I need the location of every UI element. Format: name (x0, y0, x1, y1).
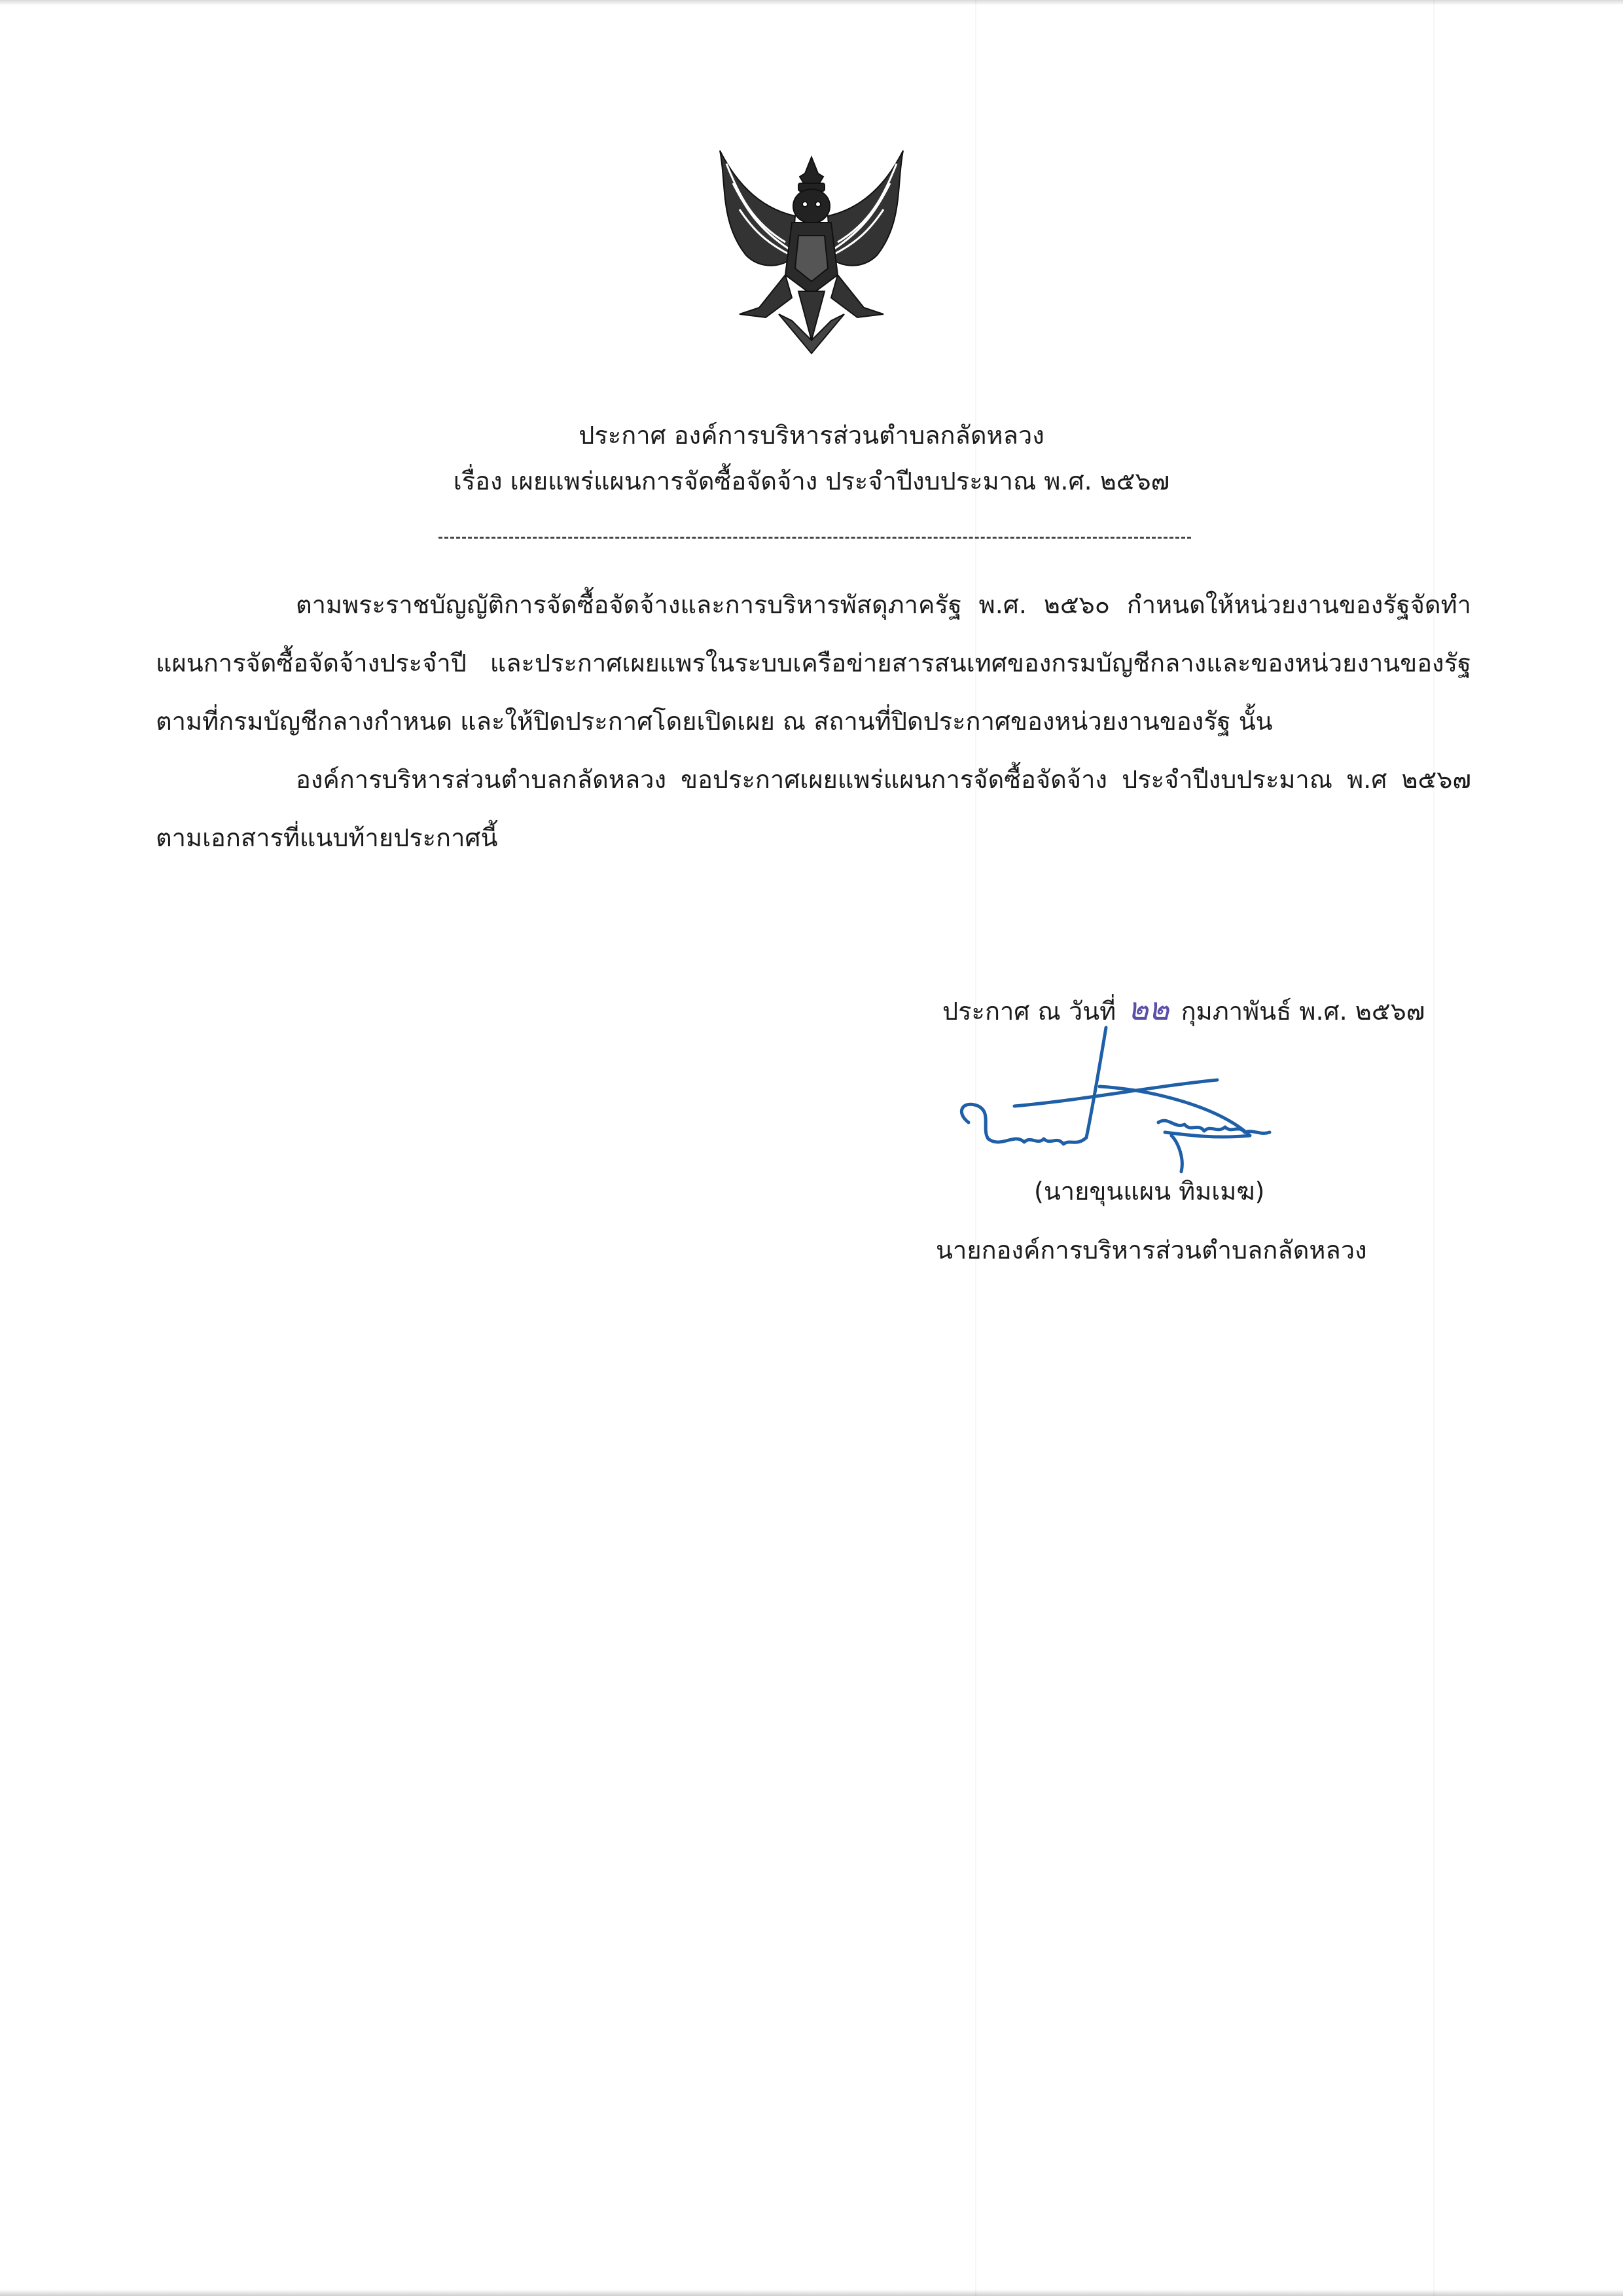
date-day-handwritten: ๒๒ (1128, 991, 1169, 1028)
signatory-name: (นายขุนแผน ทิมเมฆ) (1034, 1177, 1265, 1206)
announcement-header (0, 416, 1623, 501)
announcement-body (156, 576, 1471, 867)
date-prefix: ประกาศ ณ วันที่ (942, 997, 1116, 1026)
signature-mark (942, 1008, 1368, 1178)
scan-edge-bottom (0, 2289, 1623, 2296)
body-paragraph-1: ตามพระราชบัญญัติการจัดซื้อจัดจ้างและการบริหารพัสดุภาครัฐ พ.ศ. ๒๕๖๐ กำหนดให้หน่วยงานของรัฐจัดทำแผนการจัดซื้อจัดจ้างประจำปี และประกาศเผยแพรในระบบเครือข่ายสารสนเทศของกรมบัญชีกลางและของหน่วยงานของรัฐตามที่กรมบัญชีกลางกำหนด และให้ปิดประกาศโดยเปิดเผย ณ สถานที่ปิดประกาศของหน่วยงานของรัฐ นั้น (156, 590, 1471, 736)
date-suffix: กุมภาพันธ์ พ.ศ. ๒๕๖๗ (1181, 997, 1425, 1026)
announcement-subject: เรื่อง เผยแพร่แผนการจัดซื้อจัดจ้าง ประจำปีงบประมาณ พ.ศ. ๒๕๖๗ (453, 467, 1170, 495)
announcement-title: ประกาศ องค์การบริหารส่วนตำบลกลัดหลวง (579, 421, 1044, 450)
header-divider (438, 537, 1191, 539)
signatory-position: นายกองค์การบริหารส่วนตำบลกลัดหลวง (936, 1236, 1367, 1265)
garuda-emblem-icon (700, 144, 923, 360)
body-paragraph-2: องค์การบริหารส่วนตำบลกลัดหลวง ขอประกาศเผยแพร่แผนการจัดซื้อจัดจ้าง ประจำปีงบประมาณ พ.ศ ๒๕๖๗ ตามเอกสารที่แนบท้ายประกาศนี้ (156, 765, 1471, 852)
scan-edge-top (0, 0, 1623, 5)
scan-artifact-line (1433, 0, 1435, 2296)
